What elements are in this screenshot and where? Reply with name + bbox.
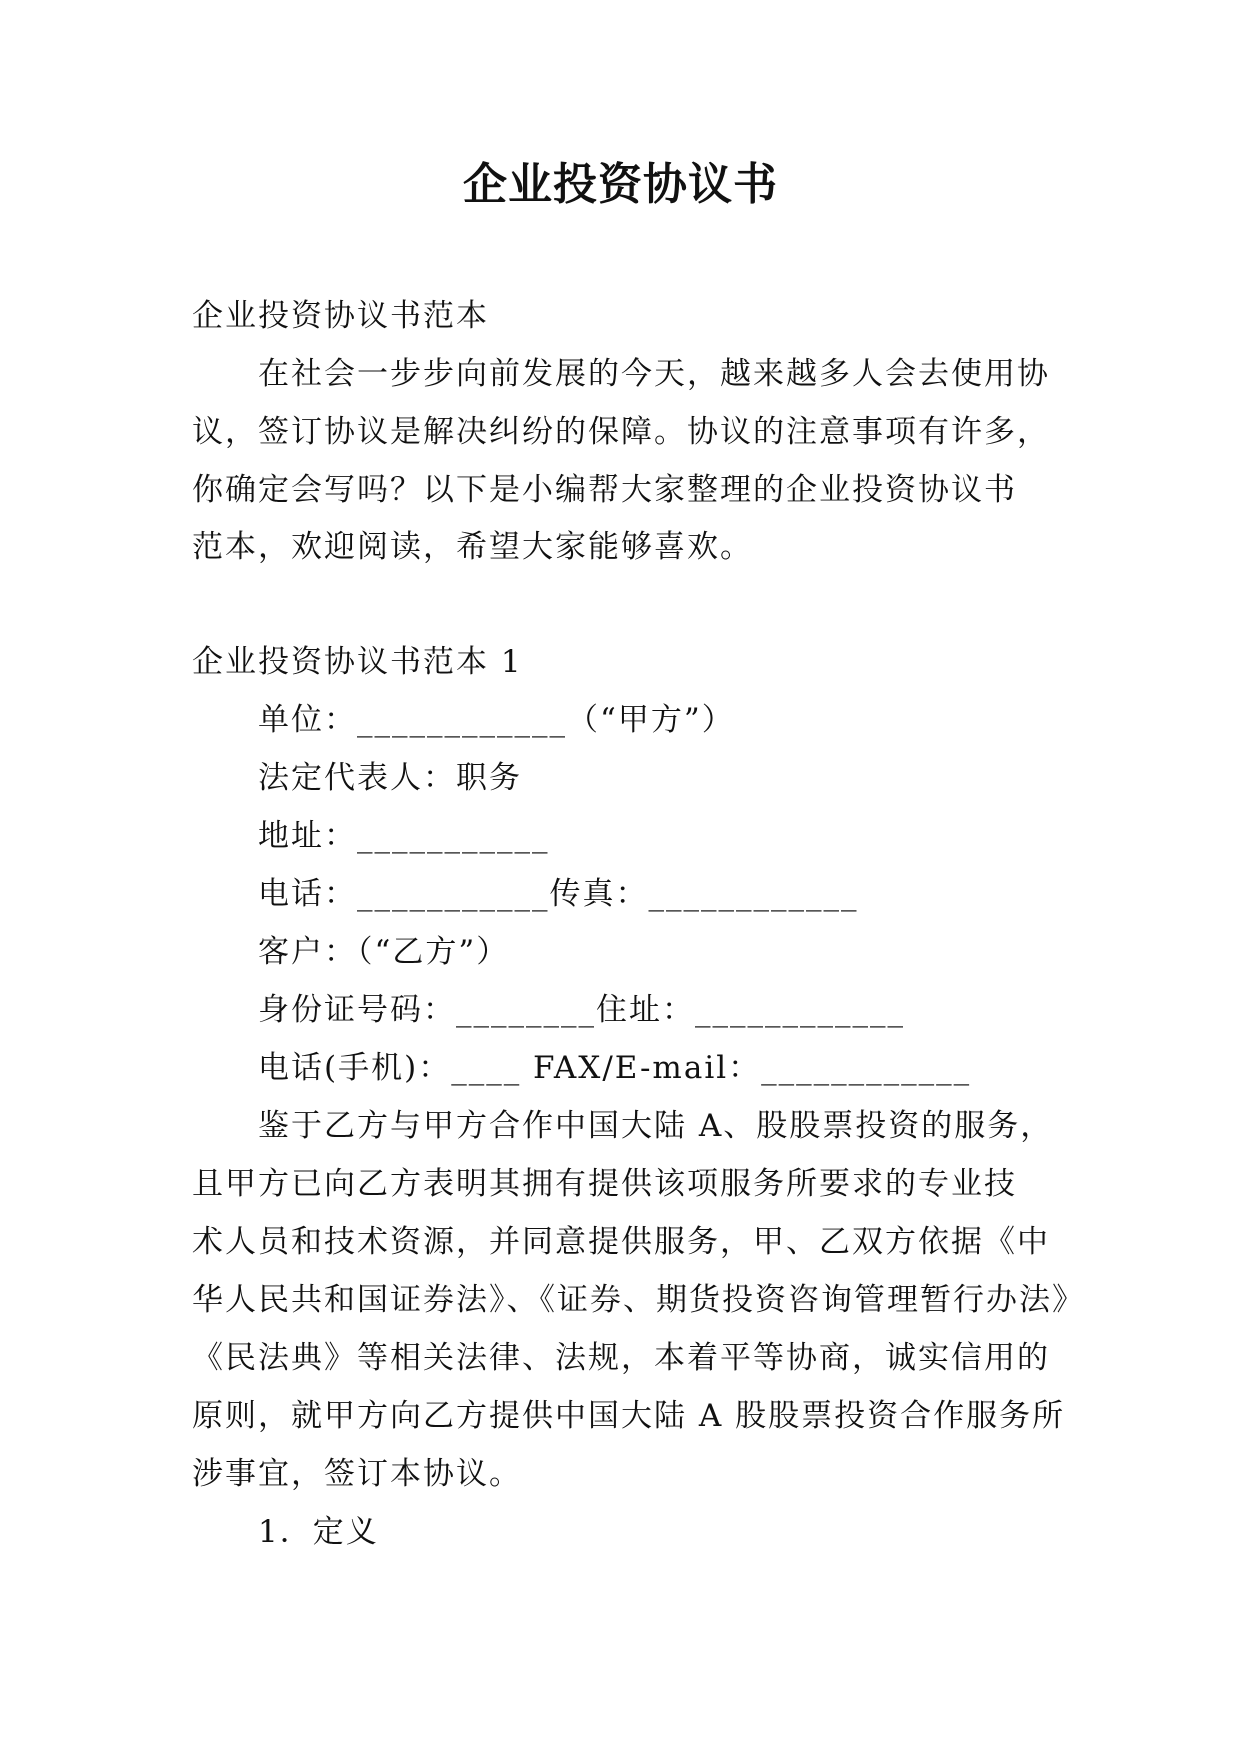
body-line-7: 涉事宜，签订本协议。	[192, 1456, 522, 1492]
form-line-mobile-fax-email: 电话(手机)：____ FAX/E-mail：____________	[258, 1050, 972, 1086]
intro-line-4: 范本，欢迎阅读，希望大家能够喜欢。	[192, 529, 753, 565]
template-heading: 企业投资协议书范本 1	[192, 644, 523, 680]
form-line-address: 地址：___________	[258, 818, 550, 854]
form-line-customer: 客户：（“乙方”）	[258, 934, 510, 970]
body-line-2: 且甲方已向乙方表明其拥有提供该项服务所要求的专业技	[192, 1166, 1017, 1202]
body-line-6: 原则，就甲方向乙方提供中国大陆 A 股股票投资合作服务所	[192, 1398, 1066, 1434]
body-line-4: 华人民共和国证券法》、《证券、期货投资咨询管理暂行办法》	[192, 1282, 1085, 1318]
form-line-unit: 单位：____________（“甲方”）	[258, 702, 735, 738]
body-line-1: 鉴于乙方与甲方合作中国大陆 A、股股票投资的服务，	[258, 1108, 1054, 1144]
section-heading: 企业投资协议书范本	[192, 298, 489, 334]
form-line-id-address: 身份证号码：________住址：____________	[258, 992, 905, 1028]
document-title: 企业投资协议书	[463, 159, 778, 210]
section-definition-heading: 1．定义	[258, 1514, 379, 1550]
form-line-legal-rep: 法定代表人：职务	[258, 760, 522, 796]
body-line-5: 《民法典》等相关法律、法规，本着平等协商，诚实信用的	[192, 1340, 1050, 1376]
form-line-phone-fax: 电话：___________传真：____________	[258, 876, 859, 912]
intro-line-3: 你确定会写吗？以下是小编帮大家整理的企业投资协议书	[192, 472, 1017, 508]
body-line-3: 术人员和技术资源，并同意提供服务，甲、乙双方依据《中	[192, 1224, 1050, 1260]
intro-line-1: 在社会一步步向前发展的今天，越来越多人会去使用协	[258, 356, 1050, 392]
intro-line-2: 议，签订协议是解决纠纷的保障。协议的注意事项有许多，	[192, 414, 1050, 450]
